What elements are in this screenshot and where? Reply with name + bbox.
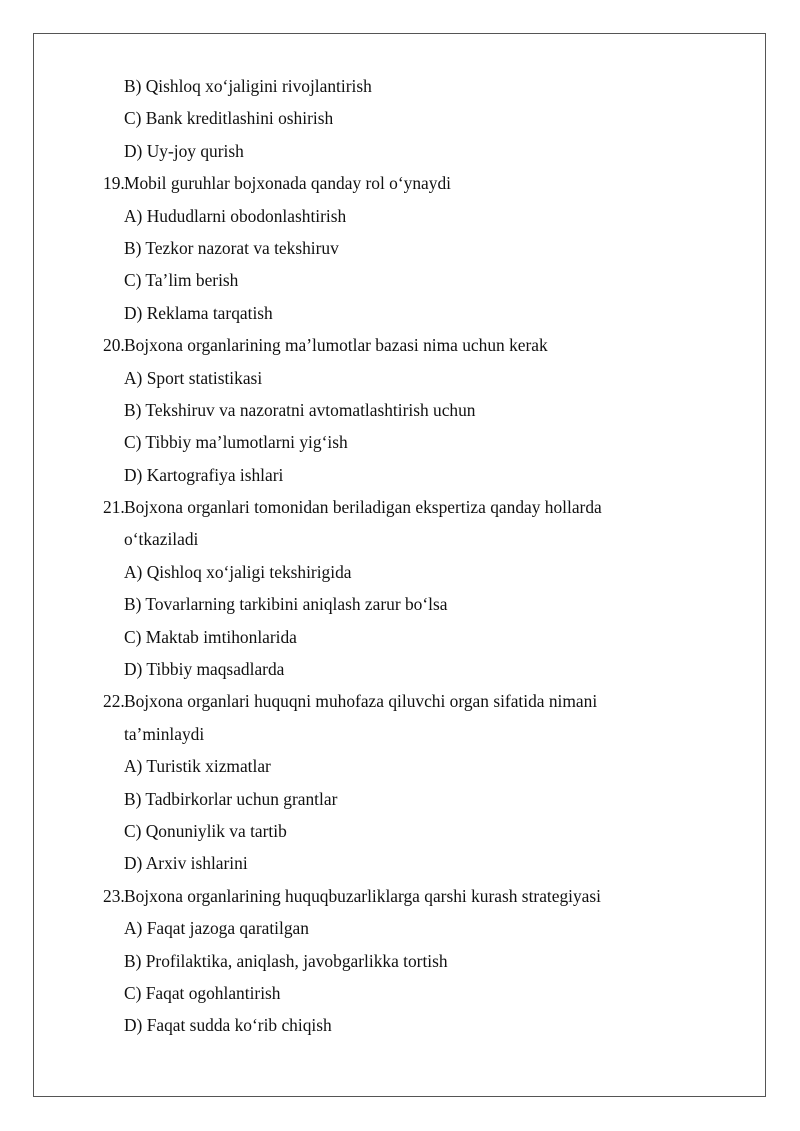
answer-option: A) Hududlarni obodonlashtirish bbox=[124, 205, 347, 226]
answer-option: C) Maktab imtihonlarida bbox=[124, 626, 297, 647]
answer-option: B) Tadbirkorlar uchun grantlar bbox=[124, 788, 338, 809]
question-text: Bojxona organlari huquqni muhofaza qiluvchi organ sifatida nimani bbox=[124, 691, 598, 712]
question-number: 22. bbox=[103, 691, 125, 712]
answer-option: D) Arxiv ishlarini bbox=[124, 853, 248, 874]
answer-option: C) Qonuniylik va tartib bbox=[124, 820, 287, 841]
question-text: Bojxona organlarining huquqbuzarliklarga qarshi kurash strategiyasi bbox=[124, 885, 602, 906]
answer-option: B) Tovarlarning tarkibini aniqlash zarur bo‘lsa bbox=[124, 594, 448, 615]
answer-option: A) Faqat jazoga qaratilgan bbox=[124, 918, 309, 939]
answer-option: A) Qishloq xo‘jaligi tekshirigida bbox=[124, 561, 352, 582]
question-text: Bojxona organlari tomonidan beriladigan ekspertiza qanday hollarda bbox=[124, 497, 602, 518]
question-21 bbox=[0, 491, 800, 523]
answer-option: B) Profilaktika, aniqlash, javobgarlikka tortish bbox=[124, 950, 448, 971]
question-number: 23. bbox=[103, 885, 125, 906]
answer-option: D) Tibbiy maqsadlarda bbox=[124, 659, 285, 680]
answer-option: C) Ta’lim berish bbox=[124, 270, 239, 291]
answer-option: B) Tezkor nazorat va tekshiruv bbox=[124, 237, 339, 258]
answer-option: B) Tekshiruv va nazoratni avtomatlashtirish uchun bbox=[124, 399, 476, 420]
question-23 bbox=[0, 880, 800, 912]
question-number: 21. bbox=[103, 497, 125, 518]
question-number: 20. bbox=[103, 335, 125, 356]
question-22 bbox=[0, 685, 800, 717]
answer-option: A) Sport statistikasi bbox=[124, 367, 263, 388]
answer-option: C) Faqat ogohlantirish bbox=[124, 982, 281, 1003]
question-text: Mobil guruhlar bojxonada qanday rol o‘ynaydi bbox=[124, 173, 451, 194]
question-19 bbox=[0, 167, 800, 199]
answer-option: D) Reklama tarqatish bbox=[124, 302, 273, 323]
answer-option: D) Uy-joy qurish bbox=[124, 140, 244, 161]
document-content bbox=[0, 70, 800, 1042]
question-text-continuation: o‘tkaziladi bbox=[124, 529, 199, 550]
answer-option: A) Turistik xizmatlar bbox=[124, 756, 271, 777]
question-text: Bojxona organlarining ma’lumotlar bazasi nima uchun kerak bbox=[124, 335, 548, 356]
question-20 bbox=[0, 329, 800, 361]
answer-option: D) Kartografiya ishlari bbox=[124, 464, 284, 485]
answer-option: B) Qishloq xo‘jaligini rivojlantirish bbox=[124, 76, 372, 96]
answer-option: D) Faqat sudda ko‘rib chiqish bbox=[124, 1015, 332, 1036]
answer-option: C) Bank kreditlashini oshirish bbox=[124, 108, 334, 129]
answer-option: C) Tibbiy ma’lumotlarni yig‘ish bbox=[124, 432, 348, 453]
question-text-continuation: ta’minlaydi bbox=[124, 723, 205, 744]
question-number: 19. bbox=[103, 173, 125, 194]
